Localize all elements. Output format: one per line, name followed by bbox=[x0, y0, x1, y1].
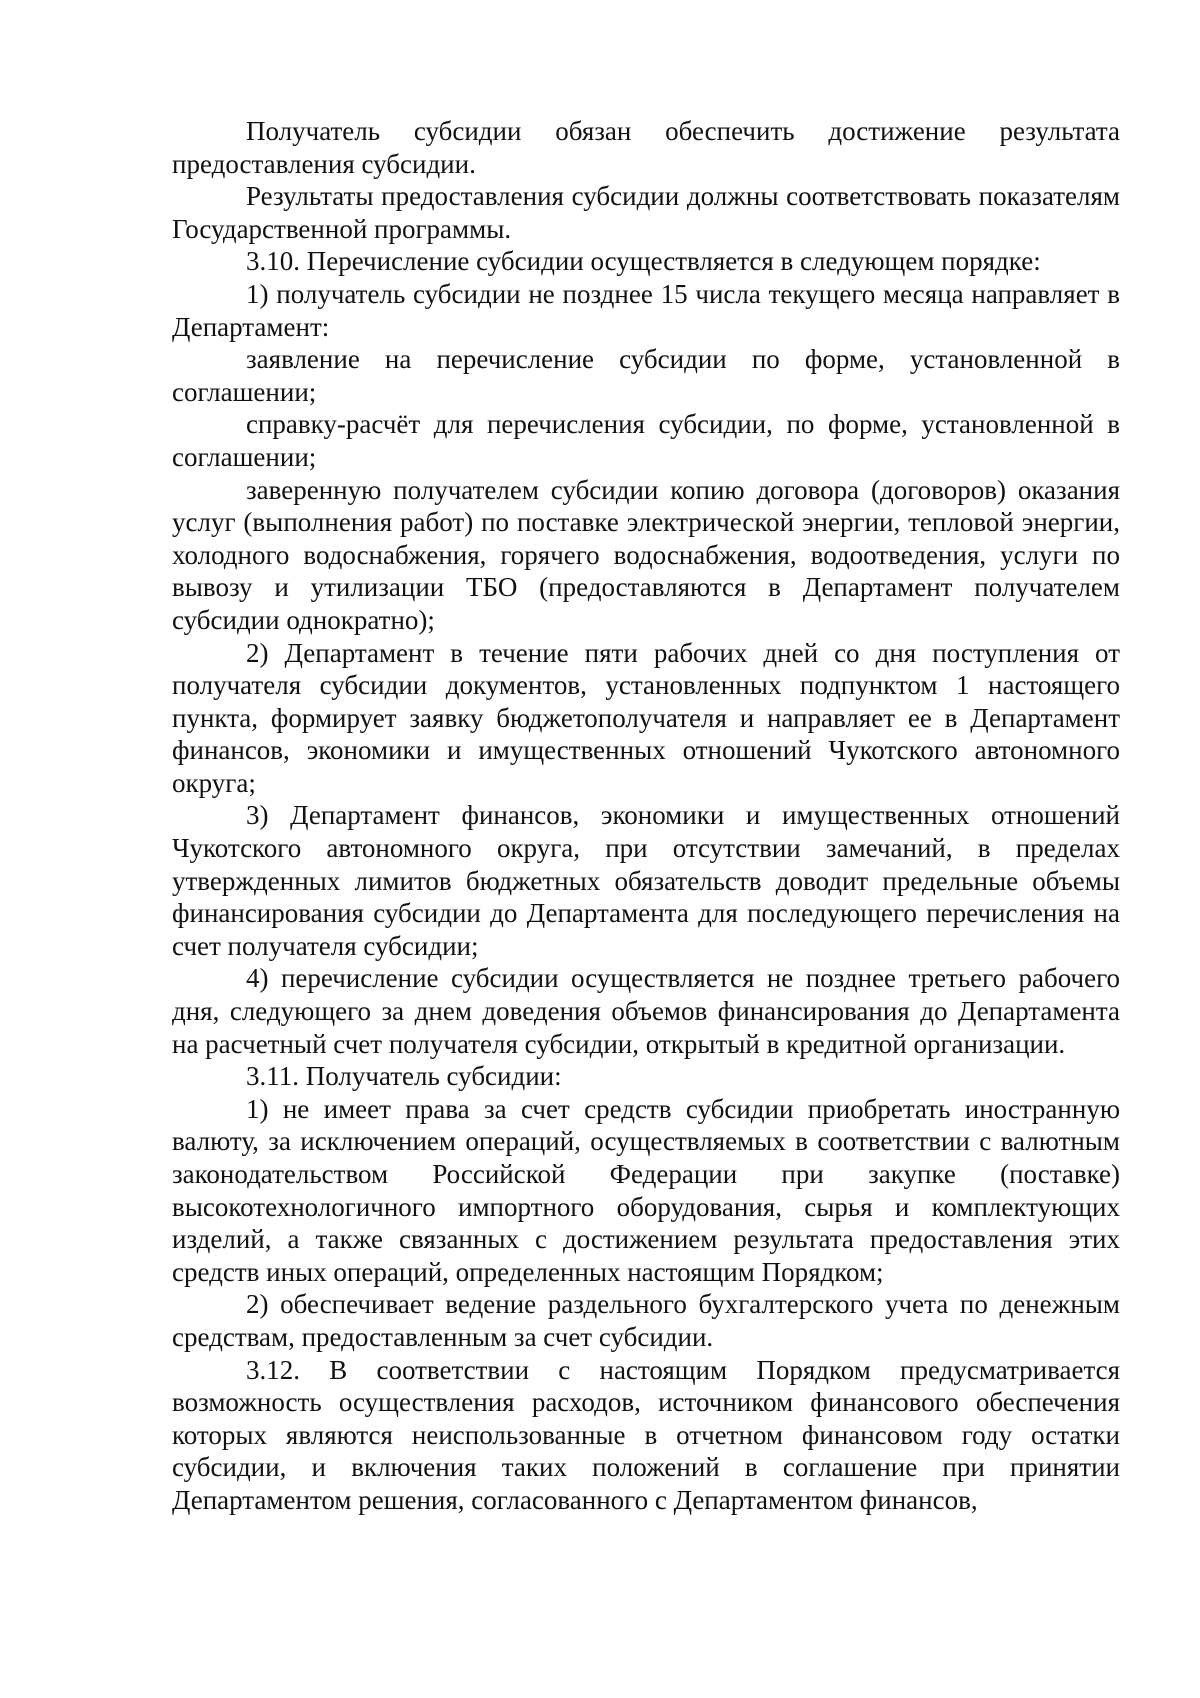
paragraph-result-obligation: Получатель субсидии обязан обеспечить достижение результата предоставления субсидии. bbox=[172, 116, 1120, 179]
paragraph-contract-copy: заверенную получателем субсидии копию договора (договоров) оказания услуг (выполнения работ) по поставке электрической энергии, тепловой энергии, холодного водоснабжения, горячего водоснабжения, водоотведения, услуги по вывозу и утилизации ТБО (предоставляются в Департамент получателем субсидии однократно); bbox=[172, 474, 1120, 635]
paragraph-calculation-certificate: справку-расчёт для перечисления субсидии, по форме, установленной в соглашении; bbox=[172, 409, 1120, 472]
paragraph-section-3-12: 3.12. В соответствии с настоящим Порядком предусматривается возможность осуществления расходов, источником финансового обеспечения которых являются неиспользованные в отчетном финансовом году остатки субсидии, и включения таких положений в соглашение при принятии Департаментом решения, согласованного с Департаментом финансов, bbox=[172, 1354, 1120, 1515]
paragraph-3-10-item-2: 2) Департамент в течение пяти рабочих дней со дня поступления от получателя субсидии документов, установленных подпунктом 1 настоящего пункта, формирует заявку бюджетополучателя и направляет ее в Департамент финансов, экономики и имущественных отношений Чукотского автономного округа; bbox=[172, 637, 1120, 798]
document-text-body bbox=[172, 115, 1120, 1517]
paragraph-section-3-11: 3.11. Получатель субсидии: bbox=[246, 1061, 562, 1092]
paragraph-section-3-10: 3.10. Перечисление субсидии осуществляется в следующем порядке: bbox=[246, 246, 1041, 277]
paragraph-3-11-item-1: 1) не имеет права за счет средств субсидии приобретать иностранную валюту, за исключением операций, осуществляемых в соответствии с валютным законодательством Российской Федерации при закупке (поставке) высокотехнологичного импортного оборудования, сырья и комплектующих изделий, а также связанных с достижением результата предоставления этих средств иных операций, определенных настоящим Порядком; bbox=[172, 1093, 1120, 1287]
paragraph-3-10-item-3: 3) Департамент финансов, экономики и имущественных отношений Чукотского автономного округа, при отсутствии замечаний, в пределах утвержденных лимитов бюджетных обязательств доводит предельные объемы финансирования субсидии до Департамента для последующего перечисления на счет получателя субсидии; bbox=[172, 800, 1120, 961]
paragraph-3-11-item-2: 2) обеспечивает ведение раздельного бухгалтерского учета по денежным средствам, предоставленным за счет субсидии. bbox=[172, 1289, 1120, 1352]
paragraph-results-indicators: Результаты предоставления субсидии должны соответствовать показателям Государственной программы. bbox=[172, 181, 1120, 244]
paragraph-application: заявление на перечисление субсидии по форме, установленной в соглашении; bbox=[172, 344, 1120, 407]
paragraph-3-10-item-4: 4) перечисление субсидии осуществляется не позднее третьего рабочего дня, следующего за днем доведения объемов финансирования до Департамента на расчетный счет получателя субсидии, открытый в кредитной организации. bbox=[172, 963, 1120, 1059]
paragraph-3-10-item-1: 1) получатель субсидии не позднее 15 числа текущего месяца направляет в Департамент: bbox=[172, 278, 1120, 342]
